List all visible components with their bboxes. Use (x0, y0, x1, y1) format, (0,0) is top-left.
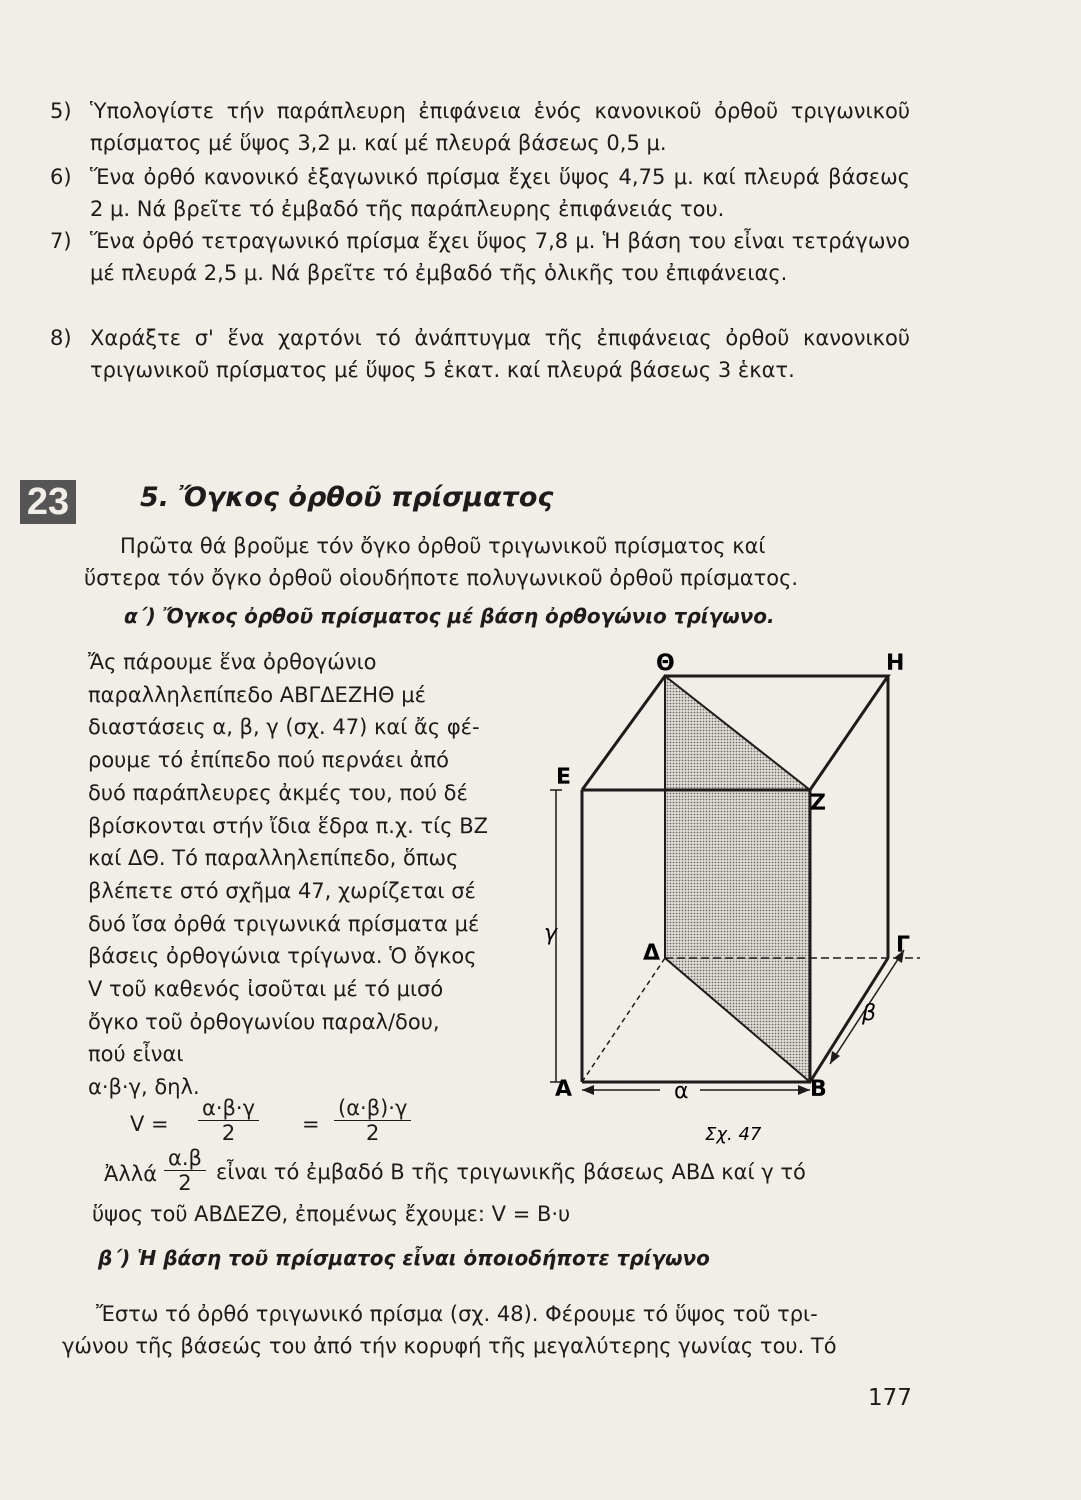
shaded-diagonal-plane (665, 676, 810, 1082)
body-line: ὄγκο τοῦ ὀρθογωνίου παραλ/δου, (88, 1009, 440, 1034)
exercise-text: Ἕνα ὀρθό κανονικό ἑξαγωνικό πρίσμα ἔχει ὕψος 4,75 μ. καί πλευρά βάσεως 2 μ. Νά βρεῖτε τό ἐμβαδό τῆς παράπλευρης ἐπιφάνειάς του. (90, 165, 910, 221)
fraction-denominator: 2 (366, 1121, 380, 1145)
body-line: πού εἶναι (88, 1042, 184, 1067)
body-line: δυό παράπλευρες ἀκμές του, πού δέ (88, 780, 468, 805)
body-line: βλέπετε στό σχῆμα 47, χωρίζεται σέ (88, 878, 476, 903)
body-line: παραλληλεπίπεδο ΑΒΓΔΕΖΗΘ μέ (88, 682, 426, 707)
figure-caption: Σχ. 47 (705, 1124, 762, 1145)
subsection-b-title: β΄) Ἡ βάση τοῦ πρίσματος εἶναι ὁποιοδήποτε τρίγωνο (98, 1246, 710, 1270)
fraction-numerator: (α·β)·γ (334, 1096, 411, 1121)
body-line: καί ΔΘ. Τό παραλληλεπίπεδο, ὅπως (88, 846, 459, 871)
label-zeta: Ζ (810, 791, 826, 816)
intro-line-2: ὕστερα τόν ὄγκο ὀρθοῦ οἱουδήποτε πολυγωνικοῦ ὀρθοῦ πρίσματος. (84, 566, 799, 590)
body-line: βάσεις ὀρθογώνια τρίγωνα. Ὁ ὄγκος (88, 944, 477, 969)
body-line: V τοῦ καθενός ἰσοῦται μέ τό μισό (88, 977, 444, 1002)
hidden-edge-ad (582, 958, 665, 1082)
edge-bg (810, 958, 888, 1082)
label-gamma-vertex: Γ (896, 933, 911, 958)
label-dim-b: β (862, 1001, 877, 1026)
exercise-number: 5) (50, 99, 72, 123)
body-line: διαστάσεις α, β, γ (σχ. 47) καί ἄς φέ- (88, 715, 480, 740)
intro-line-1: Πρῶτα θά βροῦμε τόν ὄγκο ὀρθοῦ τριγωνικοῦ πρίσματος καί (120, 534, 766, 558)
exercise-number: 6) (50, 165, 72, 189)
body-line: α·β·γ, δηλ. (88, 1075, 200, 1100)
exercise-text: Ὑπολογίστε τήν παράπλευρη ἐπιφάνεια ἑνός κανονικοῦ ὀρθοῦ τριγωνικοῦ πρίσματος μέ ὕψος 3,2 μ. καί μέ πλευρά βάσεως 0,5 μ. (90, 99, 910, 155)
figure-47-prism-diagram (520, 640, 940, 1150)
alla-line-2: ὕψος τοῦ ΑΒΔΕΖΘ, ἐπομένως ἔχουμε: V = B·υ (92, 1202, 571, 1226)
exercise-6 (50, 161, 910, 225)
body-line: Ἄς πάρουμε ἕνα ὀρθογώνιο (88, 650, 377, 674)
alla-line-1: εἶναι τό ἐμβαδό Β τῆς τριγωνικῆς βάσεως ΑΒΔ καί γ τό (216, 1160, 806, 1184)
body-line: βρίσκονται στήν ἴδια ἕδρα π.χ. τίς ΒΖ (88, 813, 489, 838)
fraction-numerator: α·β·γ (198, 1096, 259, 1121)
formula-fraction-1 (198, 1096, 259, 1145)
exercise-text: Ἕνα ὀρθό τετραγωνικό πρίσμα ἔχει ὕψος 7,8 μ. Ἡ βάση του εἶναι τετράγωνο μέ πλευρά 2,5 μ. Νά βρεῖτε τό ἐμβαδό τῆς ὁλικῆς του ἐπιφάνειας. (90, 229, 910, 285)
fraction-denominator: 2 (221, 1121, 236, 1145)
exercise-number: 8) (50, 326, 72, 350)
body-text (88, 646, 520, 1104)
exercise-5 (50, 95, 910, 159)
exercise-7 (50, 225, 910, 289)
body-line: δυό ἴσα ὀρθά τριγωνικά πρίσματα μέ (88, 911, 480, 936)
formula-fraction-2 (334, 1096, 411, 1145)
formula-v-lhs: V = (130, 1112, 169, 1136)
alla-prefix: Ἀλλά (104, 1162, 158, 1186)
label-eta: Η (886, 651, 905, 676)
fraction-denominator: 2 (178, 1171, 192, 1195)
closing-line-1: Ἔστω τό ὀρθό τριγωνικό πρίσμα (σχ. 48). Φέρουμε τό ὕψος τοῦ τρι- (96, 1302, 818, 1326)
label-epsilon: Ε (556, 765, 572, 790)
subsection-a-title: α΄) Ὄγκος ὀρθοῦ πρίσματος μέ βάση ὀρθογώνιο τρίγωνο. (124, 604, 775, 628)
label-dim-c: γ (544, 921, 558, 946)
closing-line-2: γώνου τῆς βάσεώς του ἀπό τήν κορυφή τῆς μεγαλύτερης γωνίας του. Τό (62, 1334, 837, 1358)
page-number: 177 (868, 1385, 912, 1411)
alla-fraction (164, 1146, 206, 1195)
section-badge: 23 (20, 480, 76, 524)
exercise-8 (50, 322, 910, 386)
exercise-number: 7) (50, 229, 72, 253)
exercise-text: Χαράξτε σ' ἕνα χαρτόνι τό ἀνάπτυγμα τῆς ἐπιφάνειας ὀρθοῦ κανονικοῦ τριγωνικοῦ πρίσματος μέ ὕψος 5 ἑκατ. καί πλευρά βάσεως 3 ἑκατ. (90, 326, 910, 382)
body-line: ρουμε τό ἐπίπεδο πού περνάει ἀπό (88, 748, 450, 773)
label-delta: Δ (643, 941, 661, 966)
label-dim-a: α (674, 1079, 689, 1104)
fraction-numerator: α.β (164, 1146, 206, 1171)
label-beta-vertex: Β (810, 1077, 827, 1102)
label-alpha-vertex: Α (555, 1077, 573, 1102)
label-theta: Θ (656, 651, 675, 676)
section-title: 5. Ὄγκος ὀρθοῦ πρίσματος (140, 482, 554, 513)
formula-equals: = (302, 1112, 320, 1136)
